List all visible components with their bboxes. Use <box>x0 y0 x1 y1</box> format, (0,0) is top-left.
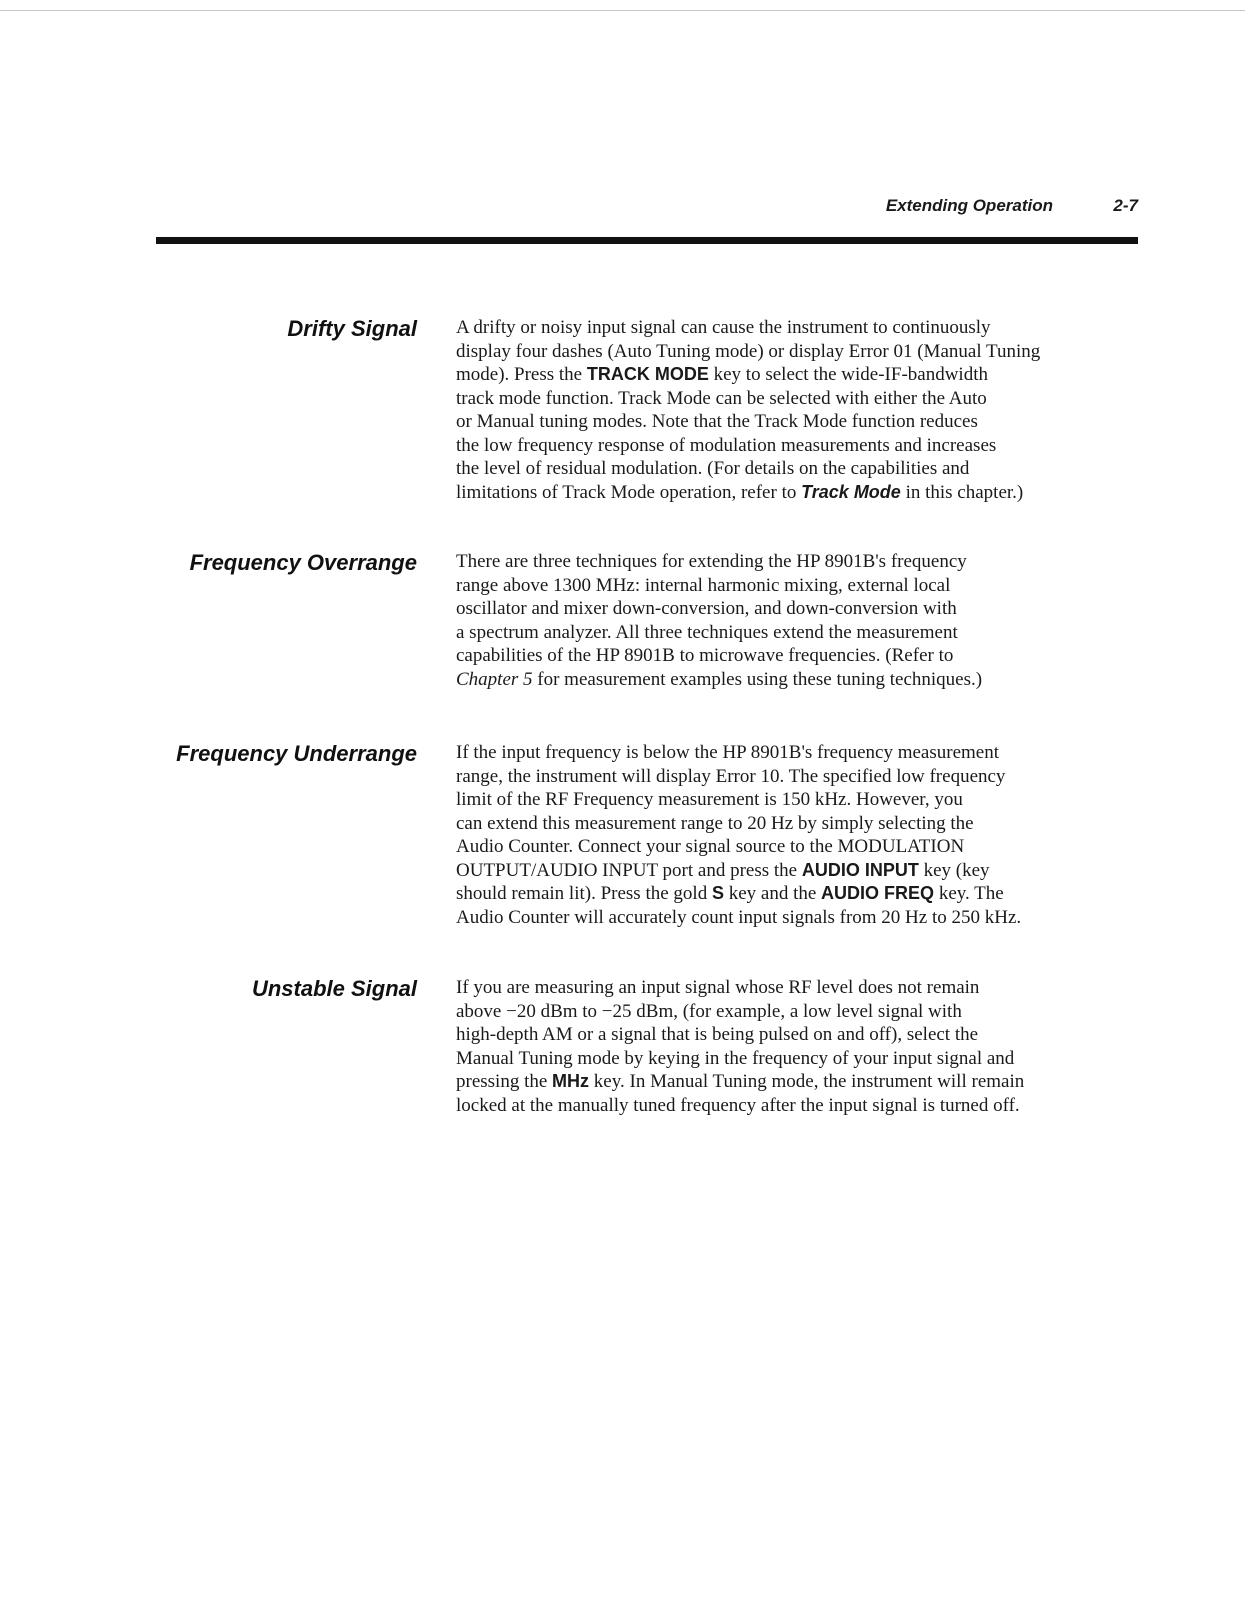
text-run: the low frequency response of modulation measurements and increases <box>456 434 997 456</box>
text-line <box>456 363 1156 387</box>
text-line <box>456 457 1156 481</box>
text-run: key to select the wide-IF-bandwidth <box>708 364 988 385</box>
page-number: 2-7 <box>1113 196 1138 215</box>
text-line <box>456 1094 1156 1118</box>
text-run: Audio Counter will accurately count input signals from 20 Hz to 250 kHz. <box>456 906 1022 928</box>
text-line <box>456 1070 1156 1094</box>
text-run: for measurement examples using these tuning techniques.) <box>532 668 983 690</box>
text-run: There are three techniques for extending the HP 8901B's frequency <box>456 551 967 572</box>
text-run: above −20 dBm to −25 dBm, (for example, a low level signal with <box>456 1000 962 1022</box>
text-line <box>456 597 1156 621</box>
text-line <box>456 550 1156 574</box>
text-line <box>456 410 1156 434</box>
text-line <box>456 621 1156 645</box>
text-line <box>456 835 1156 859</box>
text-run: key and the <box>723 883 822 904</box>
text-run: key. In Manual Tuning mode, the instrument will remain <box>589 1071 1025 1092</box>
text-line <box>456 644 1156 668</box>
text-line <box>456 316 1156 340</box>
text-run: range above 1300 MHz: internal harmonic mixing, external local <box>456 574 951 596</box>
header-rule <box>156 237 1138 244</box>
text-run: in this chapter.) <box>900 481 1024 503</box>
text-line <box>456 788 1156 812</box>
text-line <box>456 1047 1156 1071</box>
text-run: Manual Tuning mode by keying in the frequency of your input signal and <box>456 1047 1015 1069</box>
text-line <box>456 434 1156 458</box>
text-line <box>456 859 1156 883</box>
section-heading: Frequency Underrange <box>176 741 417 766</box>
text-run: A drifty or noisy input signal can cause the instrument to continuously <box>456 317 991 338</box>
section-heading: Frequency Overrange <box>189 550 417 575</box>
text-line <box>456 741 1156 765</box>
text-line <box>456 1000 1156 1024</box>
text-run: can extend this measurement range to 20 Hz by simply selecting the <box>456 812 974 834</box>
text-line <box>456 668 1156 692</box>
section-body <box>456 976 1156 1117</box>
text-line <box>456 574 1156 598</box>
text-line <box>456 976 1156 1000</box>
text-run: should remain lit). Press the gold <box>456 883 712 904</box>
text-run: locked at the manually tuned frequency after the input signal is turned off. <box>456 1094 1020 1116</box>
emphasized-text: Chapter 5 <box>456 668 533 690</box>
page-header <box>0 196 1245 220</box>
section-heading: Unstable Signal <box>251 976 417 1001</box>
text-line <box>456 812 1156 836</box>
text-run: oscillator and mixer down-conversion, and down-conversion with <box>456 598 957 619</box>
text-run: display four dashes (Auto Tuning mode) or display Error 01 (Manual Tuning <box>456 340 1041 362</box>
text-run: capabilities of the HP 8901B to microwave frequencies. (Refer to <box>456 645 954 666</box>
text-line <box>456 481 1156 505</box>
emphasized-text: MHz <box>552 1071 590 1091</box>
text-run: or Manual tuning modes. Note that the Track Mode function reduces <box>456 411 978 432</box>
text-run: mode). Press the <box>456 364 587 385</box>
text-run: If the input frequency is below the HP 8901B's frequency measurement <box>456 742 1000 763</box>
section-heading: Drifty Signal <box>287 316 417 341</box>
emphasized-text: S <box>711 883 724 903</box>
running-section-title: Extending Operation <box>885 196 1053 215</box>
text-run: the level of residual modulation. (For details on the capabilities and <box>456 458 970 479</box>
text-run: Audio Counter. Connect your signal source to the MODULATION <box>456 836 965 857</box>
emphasized-text: AUDIO INPUT <box>801 859 919 880</box>
section-body <box>456 741 1156 929</box>
text-run: key. The <box>934 883 1004 904</box>
text-line <box>456 882 1156 906</box>
text-run: a spectrum analyzer. All three techniques extend the measurement <box>456 621 958 643</box>
text-line <box>456 1023 1156 1047</box>
section-body <box>456 550 1156 691</box>
text-run: range, the instrument will display Error 10. The specified low frequency <box>456 765 1006 787</box>
text-line <box>456 387 1156 411</box>
text-line <box>456 340 1156 364</box>
text-run: limit of the RF Frequency measurement is 150 kHz. However, you <box>456 789 963 810</box>
section-body <box>456 316 1156 504</box>
text-run: OUTPUT/AUDIO INPUT port and press the <box>456 859 802 881</box>
text-line <box>456 906 1156 930</box>
text-run: limitations of Track Mode operation, refer to <box>456 481 802 503</box>
text-run: key (key <box>918 859 990 881</box>
text-line <box>456 765 1156 789</box>
emphasized-text: TRACK MODE <box>586 364 709 384</box>
text-run: track mode function. Track Mode can be selected with either the Auto <box>456 387 987 409</box>
text-run: pressing the <box>456 1071 553 1092</box>
text-run: If you are measuring an input signal whose RF level does not remain <box>456 977 980 998</box>
text-run: high-depth AM or a signal that is being pulsed on and off), select the <box>456 1024 979 1045</box>
emphasized-text: AUDIO FREQ <box>821 883 935 903</box>
scan-edge-line <box>0 10 1245 11</box>
emphasized-text: Track Mode <box>801 481 901 502</box>
